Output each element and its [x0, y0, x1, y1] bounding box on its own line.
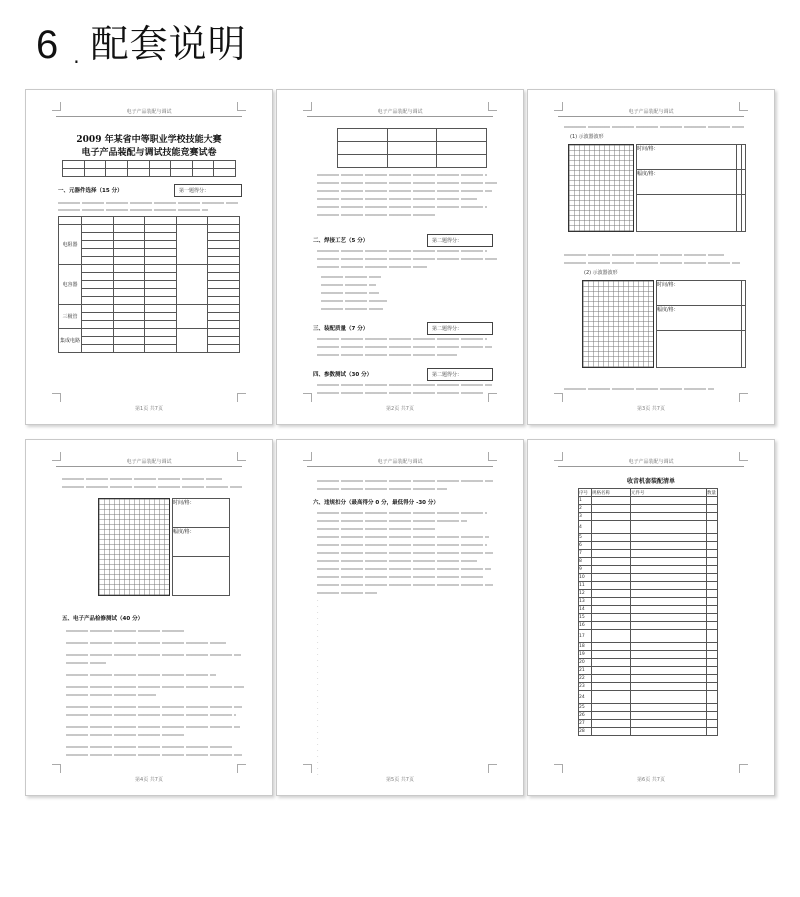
row-number: 27 [579, 720, 592, 728]
row-number: 28 [579, 728, 592, 736]
row-number: 1 [579, 497, 592, 505]
row-number: 14 [579, 606, 592, 614]
page-footer: 第5页 共7页 [386, 777, 414, 783]
score-box: 第二题得分： [427, 368, 493, 381]
row-number: 24 [579, 691, 592, 704]
oscilloscope-grid [98, 498, 170, 596]
row-number: 18 [579, 643, 592, 651]
row-number: 25 [579, 704, 592, 712]
section-heading: 一、元器件选择（15 分） [58, 188, 123, 194]
row-number: 12 [579, 590, 592, 598]
document-thumbnail-grid [25, 89, 775, 794]
table-row [579, 534, 718, 542]
section-heading: 五、电子产品检修测试（40 分） [62, 616, 144, 622]
score-box: 第二题得分： [427, 234, 493, 247]
table-row [579, 574, 718, 582]
heading-number: 6 [36, 23, 60, 67]
page-header: 电子产品装配与调试 [277, 108, 523, 115]
table-row [579, 728, 718, 736]
document-page-6[interactable] [527, 439, 775, 796]
section-heading: 三、装配质量（7 分） [313, 326, 369, 332]
row-number: 11 [579, 582, 592, 590]
row-number: 19 [579, 651, 592, 659]
parts-list-title: 收音机套装配清单 [626, 478, 675, 485]
table-row [579, 582, 718, 590]
waveform-caption: (1) 示波器波形 [570, 134, 604, 140]
page-footer: 第3页 共7页 [637, 406, 665, 412]
table-label: 集成电路 [59, 329, 82, 353]
table-row [579, 704, 718, 712]
scope-settings-table [172, 498, 230, 596]
page-footer: 第1页 共7页 [135, 406, 163, 412]
table-row [579, 497, 718, 505]
row-number: 5 [579, 534, 592, 542]
column-header: 元件号 [631, 489, 707, 497]
table-label: 三极管 [59, 305, 82, 329]
scope-label: 幅度/格： [637, 170, 737, 195]
table-row [579, 651, 718, 659]
scope-settings-table [636, 144, 746, 232]
row-number: 9 [579, 566, 592, 574]
scope-label: 幅度/格： [657, 306, 742, 331]
heading-dot: . [73, 44, 81, 68]
score-table [62, 160, 236, 177]
table-row [579, 513, 718, 521]
answer-dotted-margin: · · · · · · · · · · · · · · · · · · · · · · · · · · · · · · [317, 598, 319, 778]
exam-subtitle: 电子产品装配与调试技能竞赛试卷 [81, 148, 217, 158]
page-header: 电子产品装配与调试 [528, 108, 774, 115]
page-header: 电子产品装配与调试 [26, 458, 272, 465]
page-footer: 第4页 共7页 [135, 777, 163, 783]
component-table [58, 216, 240, 353]
row-number: 16 [579, 622, 592, 630]
table-row [579, 720, 718, 728]
table-row [579, 659, 718, 667]
scope-label: 时间/格： [637, 145, 737, 170]
section-heading: 二、焊接工艺（5 分） [313, 238, 369, 244]
score-box: 第二题得分： [427, 322, 493, 335]
row-number: 3 [579, 513, 592, 521]
table-row [579, 630, 718, 643]
table-row [579, 550, 718, 558]
document-page-4[interactable] [25, 439, 273, 796]
row-number: 7 [579, 550, 592, 558]
oscilloscope-grid [568, 144, 634, 232]
scope-label: 幅度/格： [173, 528, 230, 557]
row-number: 21 [579, 667, 592, 675]
measurement-table [337, 128, 487, 168]
table-row [579, 606, 718, 614]
scope-settings-table [656, 280, 746, 368]
row-number: 15 [579, 614, 592, 622]
row-number: 26 [579, 712, 592, 720]
table-row [579, 614, 718, 622]
table-row [579, 622, 718, 630]
table-row [579, 558, 718, 566]
table-row [579, 643, 718, 651]
table-row [579, 667, 718, 675]
page-footer: 第2页 共7页 [386, 406, 414, 412]
column-header: 数量 [707, 490, 716, 496]
column-header: 序号 [579, 489, 592, 497]
page-footer: 第6页 共7页 [637, 777, 665, 783]
section-heading: 六、违规扣分（最高得分 0 分，最低得分 -30 分） [313, 500, 439, 506]
table-row [579, 590, 718, 598]
oscilloscope-grid [582, 280, 654, 368]
page-header: 电子产品装配与调试 [277, 458, 523, 465]
scope-label: 时间/格： [657, 281, 742, 306]
column-header: 规格名称 [592, 489, 631, 497]
page-header: 电子产品装配与调试 [528, 458, 774, 465]
table-row [579, 675, 718, 683]
section-heading: 四、参数测试（30 分） [313, 372, 373, 378]
table-label: 电阻器 [59, 225, 82, 265]
row-number: 4 [579, 521, 592, 534]
table-row [579, 683, 718, 691]
row-number: 13 [579, 598, 592, 606]
document-page-3[interactable] [527, 89, 775, 425]
score-box: 第一题得分： [174, 184, 242, 197]
heading-text: 配套说明 [90, 22, 247, 66]
row-number: 23 [579, 683, 592, 691]
row-number: 2 [579, 505, 592, 513]
row-number: 17 [579, 630, 592, 643]
table-row [579, 505, 718, 513]
document-page-5[interactable] [276, 439, 524, 796]
row-number: 10 [579, 574, 592, 582]
table-label: 电容器 [59, 265, 82, 305]
table-row [579, 521, 718, 534]
row-number: 6 [579, 542, 592, 550]
table-row [579, 566, 718, 574]
row-number: 22 [579, 675, 592, 683]
table-row [579, 691, 718, 704]
parts-list-table [578, 488, 718, 736]
scope-label: 时间/格： [173, 499, 230, 528]
exam-title: 2009 年某省中等职业学校技能大赛 [76, 135, 222, 145]
document-page-1[interactable] [25, 89, 273, 425]
page-header: 电子产品装配与调试 [26, 108, 272, 115]
page-heading [36, 18, 247, 68]
table-row [579, 598, 718, 606]
table-row [579, 542, 718, 550]
row-number: 8 [579, 558, 592, 566]
document-page-2[interactable] [276, 89, 524, 425]
row-number: 20 [579, 659, 592, 667]
waveform-caption: (2) 示波器波形 [584, 270, 618, 276]
table-row [579, 712, 718, 720]
